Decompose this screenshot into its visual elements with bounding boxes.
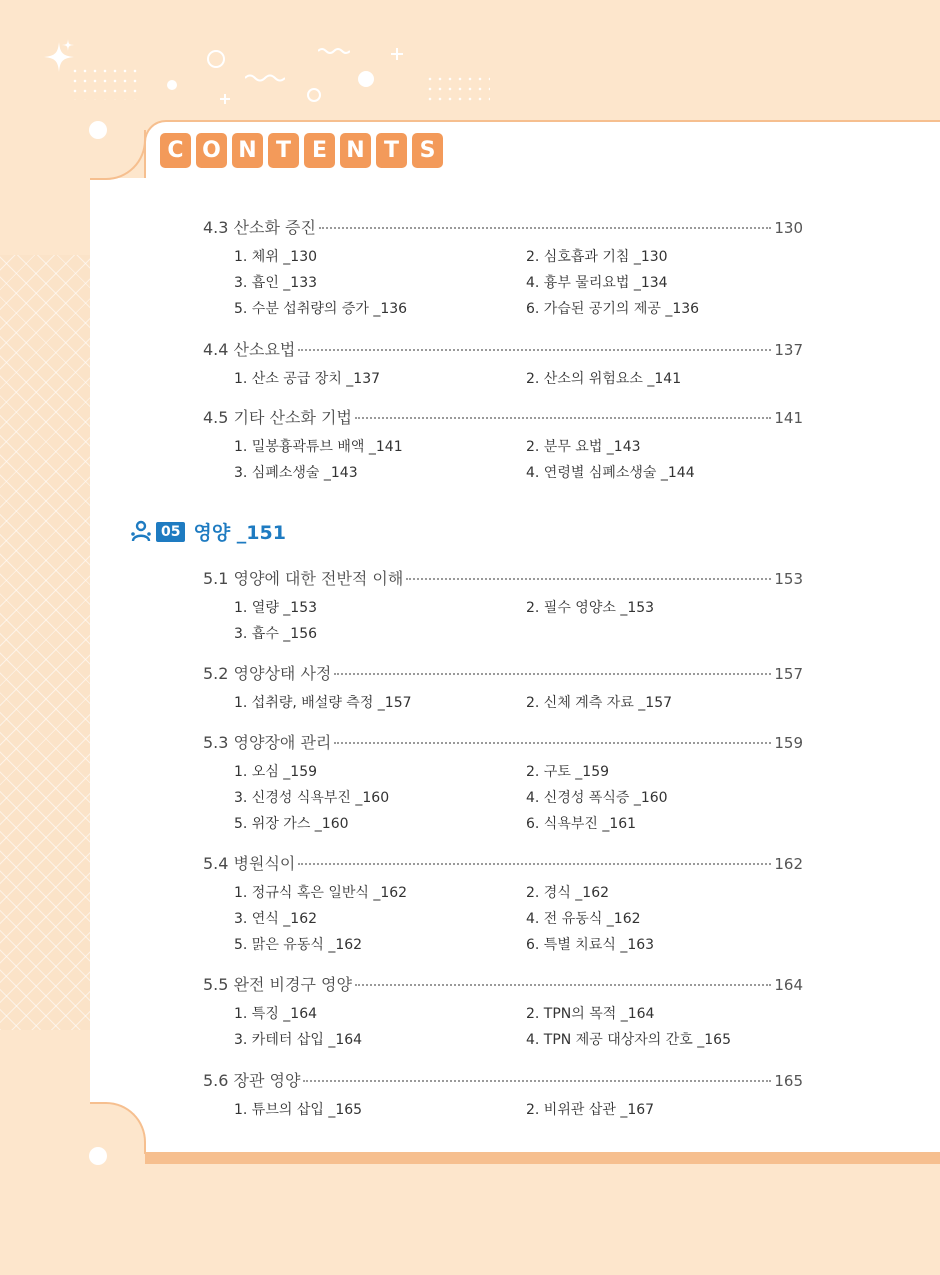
- dot-decoration: [89, 1147, 107, 1165]
- contents-letter: T: [268, 133, 299, 168]
- subsection-item[interactable]: 1. 체위 _130: [234, 249, 318, 265]
- dot-leader: [298, 863, 771, 865]
- section-heading[interactable]: [203, 661, 803, 683]
- subsection-item[interactable]: 3. 흡인 _133: [234, 275, 318, 291]
- section-heading[interactable]: [203, 851, 803, 873]
- contents-title: [160, 133, 443, 168]
- section-title: 4.3 산소화 증진: [203, 218, 316, 237]
- subsection-item[interactable]: 1. 정규식 혹은 일반식 _162: [234, 885, 408, 901]
- section-heading[interactable]: [203, 215, 803, 237]
- dot-leader: [355, 417, 771, 419]
- plus-icon: [219, 90, 231, 109]
- subsection-item[interactable]: 5. 수분 섭취량의 증가 _136: [234, 301, 408, 317]
- subsection-item[interactable]: 4. 연령별 심폐소생술 _144: [526, 465, 695, 481]
- subsection-list: [234, 246, 803, 316]
- subsection-item[interactable]: 2. 비위관 삽관 _167: [526, 1102, 655, 1118]
- subsection-list: [234, 761, 803, 831]
- section-heading[interactable]: [203, 405, 803, 427]
- subsection-item[interactable]: 3. 신경성 식욕부진 _160: [234, 790, 390, 806]
- bottom-bar: [145, 1152, 940, 1164]
- subsection-item[interactable]: 6. 특별 치료식 _163: [526, 937, 655, 953]
- subsection-item[interactable]: 1. 튜브의 삽입 _165: [234, 1102, 363, 1118]
- subsection-item[interactable]: 1. 섭취량, 배설량 측정 _157: [234, 695, 412, 711]
- subsection-item[interactable]: 1. 산소 공급 장치 _137: [234, 371, 381, 387]
- subsection-item[interactable]: 2. 분무 요법 _143: [526, 439, 641, 455]
- subsection-item[interactable]: 2. 필수 영양소 _153: [526, 600, 655, 616]
- subsection-list: [234, 692, 803, 710]
- contents-letter: O: [196, 133, 227, 168]
- toc-section: [203, 730, 803, 831]
- section-page-number: 164: [774, 976, 803, 994]
- subsection-item[interactable]: 1. 특징 _164: [234, 1006, 318, 1022]
- dot-decoration: [89, 121, 107, 139]
- dot-leader: [334, 742, 771, 744]
- section-heading[interactable]: [203, 1068, 803, 1090]
- section-page-number: 157: [774, 665, 803, 683]
- subsection-item[interactable]: 1. 오심 _159: [234, 764, 318, 780]
- ring-decoration: [207, 50, 225, 68]
- dot-leader: [334, 673, 771, 675]
- dot-decoration: [358, 71, 374, 87]
- chapter-number: 05: [156, 522, 185, 542]
- subsection-item[interactable]: 3. 흡수 _156: [234, 626, 318, 642]
- section-title: 4.4 산소요법: [203, 340, 296, 359]
- subsection-item[interactable]: 3. 카테터 삽입 _164: [234, 1032, 363, 1048]
- contents-letter: C: [160, 133, 191, 168]
- subsection-list: [234, 1099, 803, 1117]
- dot-leader: [355, 984, 771, 986]
- subsection-item[interactable]: 4. 전 유동식 _162: [526, 911, 641, 927]
- toc-section: [203, 337, 803, 386]
- section-page-number: 137: [774, 341, 803, 359]
- ring-decoration: [307, 88, 321, 102]
- subsection-item[interactable]: 2. 심호흡과 기침 _130: [526, 249, 668, 265]
- subsection-item[interactable]: 6. 가습된 공기의 제공 _136: [526, 301, 700, 317]
- section-page-number: 141: [774, 409, 803, 427]
- toc-section: [203, 972, 803, 1047]
- contents-letter: E: [304, 133, 335, 168]
- wave-icon: [318, 40, 350, 59]
- subsection-list: [234, 882, 803, 952]
- subsection-item[interactable]: 1. 열량 _153: [234, 600, 318, 616]
- dot-leader: [319, 227, 771, 229]
- subsection-item[interactable]: 3. 연식 _162: [234, 911, 318, 927]
- subsection-item[interactable]: 2. 산소의 위험요소 _141: [526, 371, 682, 387]
- subsection-item[interactable]: 2. 신체 계측 자료 _157: [526, 695, 673, 711]
- toc-section: [203, 566, 803, 641]
- subsection-item[interactable]: 3. 심폐소생술 _143: [234, 465, 358, 481]
- subsection-item[interactable]: 2. 경식 _162: [526, 885, 610, 901]
- toc-section: [203, 661, 803, 710]
- section-page-number: 162: [774, 855, 803, 873]
- subsection-item[interactable]: 2. 구토 _159: [526, 764, 610, 780]
- chapter-title: 영양 _151: [193, 522, 286, 544]
- subsection-item[interactable]: 5. 위장 가스 _160: [234, 816, 349, 832]
- plus-icon: [390, 46, 404, 65]
- section-heading[interactable]: [203, 337, 803, 359]
- section-heading[interactable]: [203, 972, 803, 994]
- toc-section: [203, 851, 803, 952]
- side-pattern: [0, 255, 92, 1030]
- wave-icon: [245, 68, 285, 87]
- toc-section: [203, 1068, 803, 1117]
- section-page-number: 165: [774, 1072, 803, 1090]
- subsection-list: [234, 368, 803, 386]
- section-heading[interactable]: [203, 566, 803, 588]
- contents-letter: N: [232, 133, 263, 168]
- section-page-number: 153: [774, 570, 803, 588]
- contents-letter: S: [412, 133, 443, 168]
- dot-decoration: [167, 80, 177, 90]
- section-title: 5.5 완전 비경구 영양: [203, 975, 352, 994]
- dot-leader: [298, 349, 771, 351]
- section-page-number: 159: [774, 734, 803, 752]
- chapter-heading: [130, 518, 286, 545]
- dot-leader: [406, 578, 771, 580]
- section-page-number: 130: [774, 219, 803, 237]
- contents-letter: T: [376, 133, 407, 168]
- subsection-item[interactable]: 1. 밀봉흉곽튜브 배액 _141: [234, 439, 403, 455]
- section-title: 5.6 장관 영양: [203, 1071, 301, 1090]
- subsection-item[interactable]: 2. TPN의 목적 _164: [526, 1006, 655, 1022]
- subsection-list: [234, 436, 803, 480]
- section-title: 5.2 영양상태 사정: [203, 664, 332, 683]
- contents-letter: N: [340, 133, 371, 168]
- dot-grid: [425, 74, 490, 104]
- section-title: 5.1 영양에 대한 전반적 이해: [203, 569, 404, 588]
- section-heading[interactable]: [203, 730, 803, 752]
- toc-section: [203, 215, 803, 316]
- dot-leader: [303, 1080, 771, 1082]
- section-title: 4.5 기타 산소화 기법: [203, 408, 352, 427]
- dot-grid: [70, 66, 140, 100]
- subsection-item[interactable]: 5. 맑은 유동식 _162: [234, 937, 363, 953]
- subsection-item[interactable]: 6. 식욕부진 _161: [526, 816, 637, 832]
- subsection-list: [234, 1003, 803, 1047]
- small-sparkle-icon: [62, 36, 74, 55]
- person-icon: [130, 520, 152, 544]
- subsection-list: [234, 597, 803, 641]
- section-title: 5.4 병원식이: [203, 854, 296, 873]
- toc-section: [203, 405, 803, 480]
- subsection-item[interactable]: 4. 신경성 폭식증 _160: [526, 790, 668, 806]
- subsection-item[interactable]: 4. 흉부 물리요법 _134: [526, 275, 668, 291]
- section-title: 5.3 영양장애 관리: [203, 733, 332, 752]
- subsection-item[interactable]: 4. TPN 제공 대상자의 간호 _165: [526, 1032, 731, 1048]
